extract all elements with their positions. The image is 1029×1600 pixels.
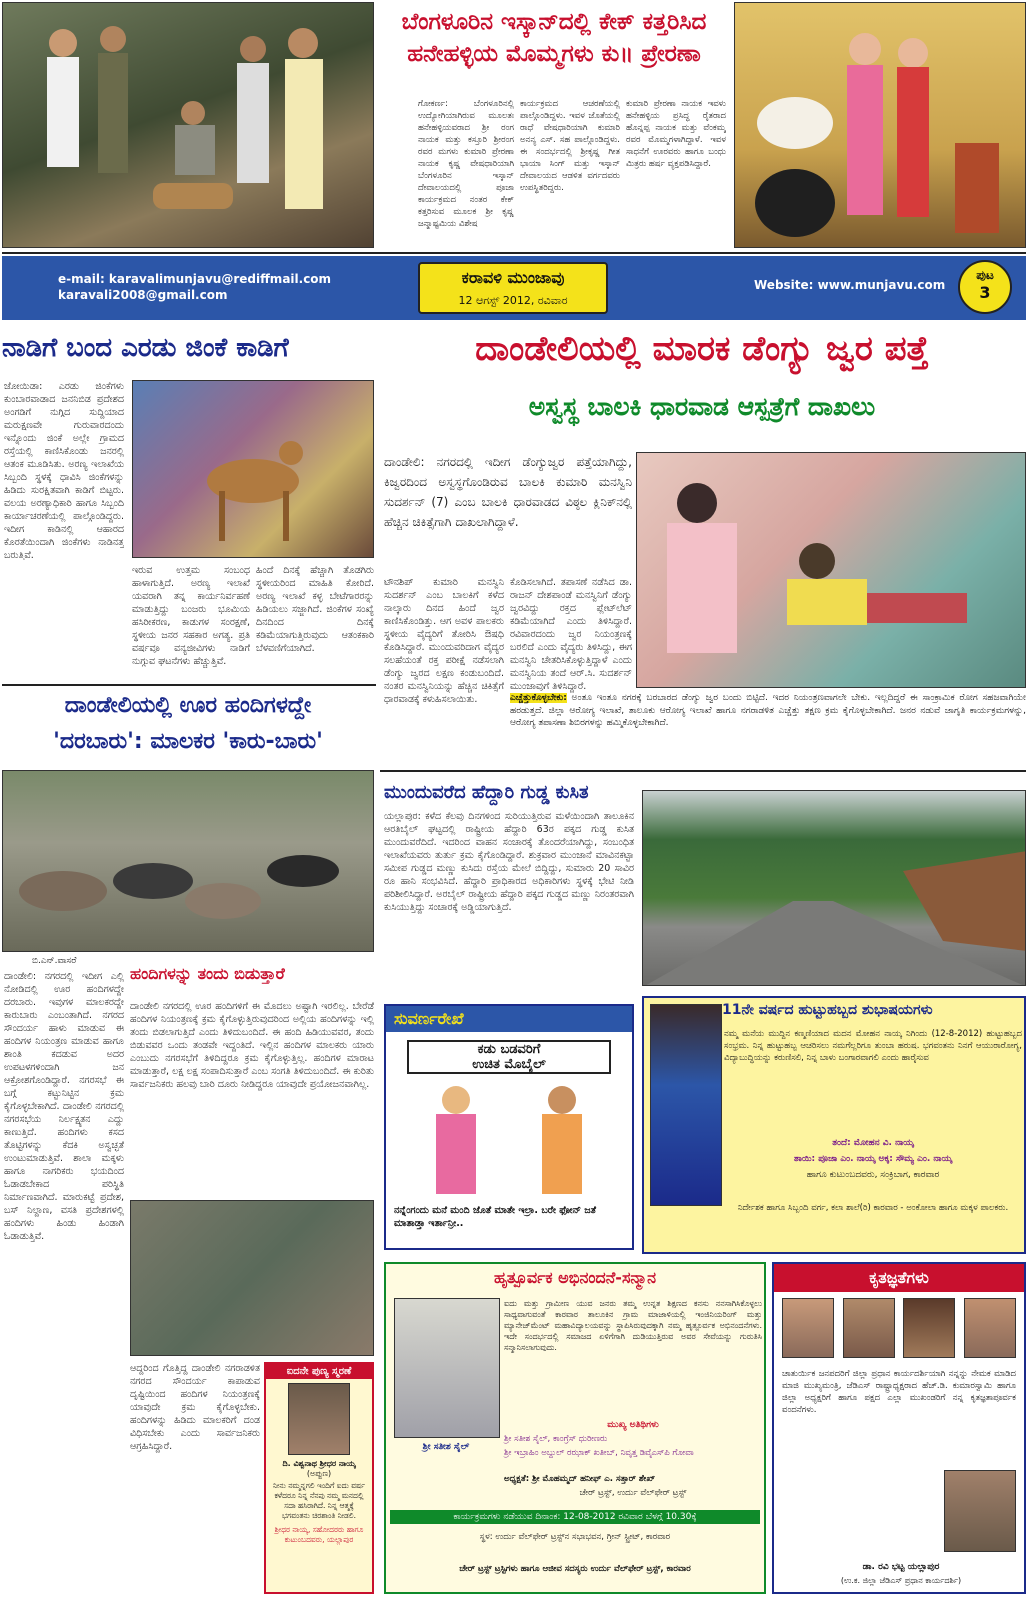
deer-text-a: ಜೋಯಿಡಾ: ಎರಡು ಜಿಂಕೆಗಳು ಕುಂಬಾರವಾಡಾದ ಜನನಿಬಿಡ ಪ್ರದೇಶದ ಅಂಗಡಿಗೆ ನುಗ್ಗಿದ ಸುದ್ದಿಯಾದ ಮರುಕ್ಷಣವೇ ಗುರುವಾರದಂದು ಇನ್ನೊಂದು ಜಿಂಕೆ ಅಲ್ಲೇ ಗ್ರಾಮದ ರಸ್ತೆಯಲ್ಲಿ ಕಾಣಿಸಿಕೊಂಡು ಜನರಲ್ಲಿ ಆತಂಕ ಮೂಡಿಸಿತು. ಅರಣ್ಯ ಇಲಾಖೆಯ ಸಿಬ್ಬಂದಿ ಸ್ಥಳಕ್ಕೆ ಧಾವಿಸಿ ಜಿಂಕೆಗಳನ್ನು ಹಿಡಿದು ಸುರಕ್ಷಿತವಾಗಿ ಕಾಡಿಗೆ ಬಿಟ್ಟರು. ವಲಯ ಅರಣ್ಯಾಧಿಕಾರಿ ಹಾಗೂ ಸಿಬ್ಬಂದಿ ಕಾರ್ಯಾಚರಣೆಯಲ್ಲಿ ಪಾಲ್ಗೊಂಡಿದ್ದರು. ಇದೀಗ ಕಾಡಿನಲ್ಲಿ ಆಹಾರದ ಕೊರತೆಯಿಂದಾಗಿ ಜಿಂಕೆಗಳು ನಾಡಿನತ್ತ ಬರುತ್ತಿವೆ. — [4, 381, 124, 560]
felicitation-title: ಹೃತ್ಪೂರ್ವಕ ಅಭಿನಂದನೆ-ಸನ್ಮಾನ — [493, 1268, 657, 1287]
felicitation-photo-name: ಶ್ರೀ ಸತೀಶ ಸೈಲ್ — [422, 1442, 470, 1452]
felicitation-ad — [384, 1262, 766, 1594]
top-story-headline-line2: ಹನೇಹಳ್ಳಿಯ ಮೊಮ್ಮಗಳು ಕು॥ ಪ್ರೇರಣಾ — [407, 41, 701, 67]
highway-photo — [642, 790, 1026, 986]
birthday-boy-photo — [650, 1004, 722, 1206]
pig-left-col: ದಾಂಡೇಲಿ: ನಗರದಲ್ಲಿ ಇದೀಗ ಎಲ್ಲಿ ನೋಡಿದಲ್ಲಿ ಊರ ಹಂದಿಗಳದ್ದೇ ದರಬಾರು. ಇವುಗಳ ಮಾಲಕರದ್ದೇ ಕಾರುಬಾರು ಎಂಬಂತಾಗಿದೆ. ನಗರದ ಸೌಂದರ್ಯ ಹಾಳು ಮಾಡುವ ಈ ಹಂದಿಗಳ ನಿಯಂತ್ರಣ ಮಾಡುವ ಹಾಗೂ ಶಾಂತಿ ಕದಡುವ ಅದರ ಉಪಟಳಗಳಿಂದಾಗಿ ಜನ ಆಕ್ರೋಶಗೊಂಡಿದ್ದಾರೆ. ನಗರಸಭೆ ಈ ಬಗ್ಗೆ ಕಟ್ಟುನಿಟ್ಟಿನ ಕ್ರಮ ಕೈಗೊಳ್ಳಬೇಕಾಗಿದೆ. ದಾಂಡೇಲಿ ನಗರದಲ್ಲಿ ನಗರಸಭೆಯ ನಿರ್ಲಕ್ಷ್ಯತನ ಎದ್ದು ಕಾಣುತ್ತಿದೆ. ಹಂದಿಗಳು ಕಸದ ತೊಟ್ಟಿಗಳನ್ನು ಕೆದಕಿ ಅಸ್ವಚ್ಛತೆ ಉಂಟುಮಾಡುತ್ತಿವೆ. ಶಾಲಾ ಮಕ್ಕಳು ಹಾಗೂ ನಾಗರಿಕರು ಭಯದಿಂದ ಓಡಾಡಬೇಕಾದ ಪರಿಸ್ಥಿತಿ ನಿರ್ಮಾಣವಾಗಿದೆ. ಮಾರುಕಟ್ಟೆ ಪ್ರದೇಶ, ಬಸ್ ನಿಲ್ದಾಣ, ವಸತಿ ಪ್ರದೇಶಗಳಲ್ಲಿ ಹಂದಿಗಳು ಹಿಂಡು ಹಿಂಡಾಗಿ ಓಡಾಡುತ್ತಿವೆ. — [4, 971, 124, 1242]
page-number: 3 — [979, 283, 991, 302]
dengue-col1: ಟೌನಶಿಪ್ ಕುಮಾರಿ ಮನಸ್ವಿನಿ ಸುದರ್ಶನ್ ಎಂಬ ಬಾಲಕಿಗೆ ಕಳೆದ ನಾಲ್ಕಾರು ದಿನದ ಹಿಂದೆ ಜ್ವರ ಕಾಣಿಸಿಕೊಂಡಿತ್ತು. ಆಗ ಅವಳ ಪಾಲಕರು ಸ್ಥಳೀಯ ವೈದ್ಯರಿಗೆ ತೋರಿಸಿ ಔಷಧಿ ಕೊಡಿಸಿದ್ದಾರೆ. ಮುಂದುವರಿದಾಗ ವೈದ್ಯರ ಸಲಹೆಯಂತೆ ರಕ್ತ ಪರೀಕ್ಷೆ ನಡೆಸಲಾಗಿ ಡೆಂಗ್ಯು ಜ್ವರದ ಲಕ್ಷಣ ಕಂಡುಬಂದಿದೆ. ನಂತರ ಮನಸ್ವಿನಿಯನ್ನು ಹೆಚ್ಚಿನ ಚಿಕಿತ್ಸೆಗೆ ಧಾರವಾಡಕ್ಕೆ ಕಳುಹಿಸಲಾಯಿತು. — [384, 577, 504, 705]
top-story — [378, 2, 730, 248]
deer-illustration — [133, 381, 374, 558]
page-label: ಪುಟ — [976, 268, 994, 282]
patient-illustration — [637, 453, 1026, 688]
birthday-ad — [642, 996, 1026, 1254]
cartoon-sign — [407, 1040, 611, 1074]
rule-pig — [2, 684, 376, 686]
crowd-illustration — [3, 3, 374, 248]
issue-date: 12 ಆಗಸ್ಟ್ 2012, ರವಿವಾರ — [458, 294, 568, 307]
felicitation-text: ಐದು ಮತ್ತು ಗ್ರಾಮೀಣ ಯುವ ಜನರು ತಮ್ಮ ಉನ್ನತ ಶಿಕ್ಷಣದ ಕನಸು ನನಸಾಗಿಸಿಕೊಳ್ಳಲು ಸಾಧ್ಯವಾಗುವಂತೆ ಕಾರವಾರ ತಾಲೂಕಿನ ಗ್ರಾಮ ಮಾಜಾಳಿಯಲ್ಲಿ ಇಂಜಿನಿಯರಿಂಗ್ ಮತ್ತು ಮ್ಯಾನೇಜ್‌ಮೆಂಟ್ ಮಹಾವಿದ್ಯಾಲಯವನ್ನು ಸ್ಥಾಪಿಸಿರುವುದಕ್ಕಾಗಿ ನಮ್ಮ ಹೃತ್ಪೂರ್ವಕ ಅಭಿನಂದನೆಗಳು. ಇದೇ ಸಂದರ್ಭದಲ್ಲಿ ಸಮಾಜದ ಏಳಿಗೆಗಾಗಿ ದುಡಿಯುತ್ತಿರುವ ಅವರ ಸೇವೆಯನ್ನು ಗುರುತಿಸಿ ಸನ್ಮಾನಿಸಲಾಗುವುದು. — [504, 1299, 762, 1352]
top-story-col2: ಕಾರ್ಯಕ್ರಮದ ಆಚರಣೆಯಲ್ಲಿ ಪಾಲ್ಗೊಂಡಿದ್ದಳು. ಇವಳ ಜೊತೆಯಲ್ಲಿ ರಾಧೆ ವೇಷಧಾರಿಯಾಗಿ ಕುಮಾರಿ ಅನನ್ಯ ಎಸ್. ಸಹ ಪಾಲ್ಗೊಂಡಿದ್ದಳು. ಈ ಸಂದರ್ಭದಲ್ಲಿ ಶ್ರೀಕೃಷ್ಣ ಗೀತ ಭಾಯಾ ಸಿಂಗ್ ಮತ್ತು ಇಸ್ಕಾನ್ ದೇವಾಲಯದ ಆಡಳಿತ ವರ್ಗದವರು ಉಪಸ್ಥಿತರಿದ್ದರು. — [520, 99, 620, 193]
paper-name: ಕರಾವಳಿ ಮುಂಜಾವು — [461, 268, 565, 287]
krishna-costume-photo — [734, 2, 1026, 248]
thanks-ad — [772, 1262, 1026, 1594]
pig-bottom-text: ಆದ್ದರಿಂದ ಗೊತ್ತಿದ್ದ ದಾಂಡೇಲಿ ನಗರಾಡಳಿತ ನಗರದ ಸೌಂದರ್ಯ ಕಾಪಾಡುವ ದೃಷ್ಟಿಯಿಂದ ಹಂದಿಗಳ ನಿಯಂತ್ರಣಕ್ಕೆ ಯಾವುದೇ ಕ್ರಮ ಕೈಗೊಳ್ಳಬೇಕು. ಹಂದಿಗಳನ್ನು ಹಿಡಿದು ಮಾಲಕರಿಗೆ ದಂಡ ವಿಧಿಸಬೇಕು ಎಂದು ಸಾರ್ವಜನಿಕರು ಆಗ್ರಹಿಸಿದ್ದಾರೆ. — [130, 1363, 260, 1452]
pigs-illustration — [3, 771, 374, 952]
thanks-text: ಚಾತುರ್ಯಿಕ ಜನಪದರಿಗೆ ಜಿಲ್ಲಾ ಪ್ರಧಾನ ಕಾರ್ಯದರ್ಶಿಯಾಗಿ ನನ್ನನ್ನು ನೇಮಕ ಮಾಡಿದ ಮಾಜಿ ಮುಖ್ಯಮಂತ್ರಿ, ಜೆಡಿಎಸ್ ರಾಷ್ಟ್ರಾಧ್ಯಕ್ಷರಾದ ಹೆಚ್.ಡಿ. ಕುಮಾರಸ್ವಾಮಿ ಹಾಗೂ ಜಿಲ್ಲಾ ಅಧ್ಯಕ್ಷರಿಗೆ ಹಾಗೂ ಪಕ್ಷದ ಎಲ್ಲಾ ಮುಖಂಡರಿಗೆ ನನ್ನ ಕೃತಜ್ಞತಾಪೂರ್ವಕ ವಂದನೆಗಳು. — [782, 1369, 1016, 1415]
dengue-alert-box — [510, 692, 1026, 762]
memorial-title: ಐದನೇ ಪುಣ್ಯ ಸ್ಮರಣೆ — [266, 1364, 372, 1379]
krishna-illustration — [735, 3, 1026, 248]
thanks-photo-4 — [964, 1298, 1016, 1358]
cartoon-box — [384, 1004, 634, 1250]
memorial-box — [264, 1362, 374, 1594]
dengue-alert-text: ಅಂತೂ ಇಂತೂ ನಗರಕ್ಕೆ ಬರಬಾರದ ಡೆಂಗ್ಯು ಜ್ವರ ಬಂದು ಬಿಟ್ಟಿದೆ. ಇದರ ನಿಯಂತ್ರಣವಾಗಲೇ ಬೇಕು. ಇಲ್ಲದಿದ್ದರೆ ಈ ಸಾಂಕ್ರಾಮಿಕ ರೋಗ ಸಹಜವಾಗಿಯೇ ಹರಡುತ್ತದೆ. ಜಿಲ್ಲಾ ಆರೋಗ್ಯ ಇಲಾಖೆ, ತಾಲೂಕು ಆರೋಗ್ಯ ಇಲಾಖೆ ಹಾಗೂ ನಗರಾಡಳಿತ ಎಚ್ಚೆತ್ತು ತಕ್ಷಣ ಕ್ರಮ ಕೈಗೊಳ್ಳಬೇಕಾಗಿದೆ. ಜನರ ನಡುವೆ ಜಾಗೃತಿ ಕಾರ್ಯಕ್ರಮಗಳನ್ನು, ಆರೋಗ್ಯ ತಪಾಸಣಾ ಶಿಬಿರಗಳನ್ನು ಹಮ್ಮಿಕೊಳ್ಳಬೇಕಾಗಿದೆ. — [510, 693, 1026, 728]
dengue-patient-photo — [636, 452, 1026, 688]
dengue-col2: ಕೊಡಿಸಲಾಗಿದೆ. ತಪಾಸಣೆ ನಡೆಸಿದ ಡಾ. ರಾಜನ್ ದೇಶಪಾಂಡೆ ಮನಸ್ವಿನಿಗೆ ಡೆಂಗ್ಯು ಜ್ವರವಿದ್ದು ರಕ್ತದ ಪ್ಲೇಟ್‌ಲೆಟ್ ಕಡಿಮೆಯಾಗಿದೆ ಎಂದು ತಿಳಿಸಿದ್ದಾರೆ. ರವಿವಾರದಂದು ಜ್ವರ ನಿಯಂತ್ರಣಕ್ಕೆ ಬರಲಿದೆ ಎಂದು ವೈದ್ಯರು ತಿಳಿಸಿದ್ದು, ಈಗ ಮನಸ್ವಿನಿ ಚೇತರಿಸಿಕೊಳ್ಳುತ್ತಿದ್ದಾಳೆ ಎಂದು ಮನಸ್ವಿನಿಯ ತಂದೆ ಆರ್.ಸಿ. ಸುದರ್ಶನ್ ಮುಂಜಾವುಗೆ ತಿಳಿಸಿದ್ದಾರೆ. — [510, 577, 632, 692]
dengue-subheadline: ಅಸ್ವಸ್ಥ ಬಾಲಕಿ ಧಾರವಾಡ ಆಸ್ಪತ್ರೆಗೆ ದಾಖಲು — [528, 392, 876, 421]
birthday-family: ಹಾಗೂ ಕುಟುಂಬದವರು, ಸಂಕ್ರಿಬಾಗ, ಕಾರವಾರ — [806, 1170, 940, 1180]
top-story-col3: ಕುಮಾರಿ ಪ್ರೇರಣಾ ನಾಯಕ ಇವಳು ಹನೇಹಳ್ಳಿಯ ಪ್ರಸಿದ್ಧ ರೈತರಾದ ಹೊನ್ನಪ್ಪ ನಾಯಕ ಮತ್ತು ವೆಂಕಮ್ಮ ರವರ ಮೊಮ್ಮಗಳಾಗಿದ್ದಾಳೆ. ಇವಳ ಸಾಧನೆಗೆ ಊರವರು ಹಾಗೂ ಬಂಧು ಮಿತ್ರರು ಹರ್ಷ ವ್ಯಕ್ತಪಡಿಸಿದ್ದಾರೆ. — [626, 99, 726, 169]
felicitation-guest2: ಶ್ರೀ ಇಬ್ರಾಹಿಂ ಅಬ್ದುಲ್ ರಝಾಕ್ ಖತೀಬ್, ನಿವೃತ್ತ ಡಿವೈಎಸ್‌ಪಿ ಗೋವಾ — [504, 1448, 694, 1458]
memorial-photo — [288, 1383, 350, 1455]
highway-illustration — [643, 791, 1026, 986]
thanks-title: ಕೃತಜ್ಞತೆಗಳು — [774, 1264, 1024, 1292]
paper-nameplate — [418, 262, 608, 314]
felicitation-guests-title: ಮುಖ್ಯ ಅತಿಥಿಗಳು — [607, 1420, 659, 1430]
masthead-band — [2, 256, 1026, 320]
felicitation-event: ಕಾರ್ಯಕ್ರಮಗಳು ನಡೆಯುವ ದಿನಾಂಕ: 12-08-2012 ರವಿವಾರ ಬೆಳಗ್ಗೆ 10.30ಕ್ಕೆ — [390, 1510, 760, 1524]
deer-crowd-photo — [2, 2, 374, 248]
birthday-text: ನಮ್ಮ ಮನೆಯ ಮುದ್ದಿನ ಕಣ್ಮಣಿಯಾದ ಮದನ ಮೋಹನ ನಾಯ್ಕ ನಿಗಿಂದು (12-8-2012) ಹುಟ್ಟುಹಬ್ಬದ ಸಂಭ್ರಮ. ನಿನ್ನ ಹುಟ್ಟುಹಬ್ಬ ಆಚರಿಸಲು ನಮಗೆಲ್ಲರಿಗೂ ತುಂಬಾ ಹರುಷ. ಭಗವಂತನು ನಿನಗೆ ಆಯುರಾರೋಗ್ಯ, ವಿದ್ಯಾಬುದ್ಧಿಯನ್ನು ಕರುಣಿಸಲಿ, ನಿನ್ನ ಬಾಳು ಬಂಗಾರವಾಗಲಿ ಎಂದು ಹಾರೈಸುವ — [724, 1029, 1022, 1063]
birthday-footer: ನಿರ್ದೇಶಕ ಹಾಗೂ ಸಿಬ್ಬಂದಿ ವರ್ಗ, ಕಲಾ ಶಾಲೆ(ರಿ) ಕಾರವಾರ - ಅಂಕೋಲಾ ಹಾಗೂ ಮಕ್ಕಳ ಪಾಲಕರು. — [737, 1203, 1009, 1213]
thanks-photo-1 — [782, 1298, 834, 1358]
birthday-mother: ತಾಯಿ: ಪೂಜಾ ಎಂ. ನಾಯ್ಕ ಅಕ್ಕ: ಸೌಮ್ಯ ಎಂ. ನಾಯ್ಕ — [793, 1154, 953, 1164]
pig-headline-2: 'ದರಬಾರು': ಮಾಲಕರ 'ಕಾರು-ಬಾರು' — [53, 729, 323, 754]
masthead-email-2: karavali2008@gmail.com — [58, 288, 228, 302]
memorial-name: ದಿ. ವಿಶ್ವನಾಥ ಶ್ರೀಧರ ನಾಯ್ಕ — [282, 1459, 356, 1468]
cartoon-title: ಸುವರ್ಣರೇಖೆ — [386, 1006, 632, 1032]
pig-main-text: ದಾಂಡೇಲಿ ನಗರದಲ್ಲಿ ಊರ ಹಂದಿಗಳಿಗೆ ಈ ಮೊದಲು ಅಷ್ಟಾಗಿ ಇರಲಿಲ್ಲ. ಬೇರೆಡೆ ಹಂದಿಗಳ ನಿಯಂತ್ರಣಕ್ಕೆ ಕ್ರಮ ಕೈಗೊಳ್ಳುತ್ತಿರುವುದರಿಂದ ಅಲ್ಲಿಯ ಹಂದಿಗಳನ್ನು ಇಲ್ಲಿ ತಂದು ಬಿಡಲಾಗುತ್ತಿದೆ ಎಂದು ತಿಳಿದುಬಂದಿದೆ. ಈ ಹಂದಿ ಹಿಡಿಯುವವರ, ತಂದು ಬಿಡುವವರ ಒಂದು ತಂಡವೇ ಇದ್ದಂತಿದೆ. ಇಲ್ಲಿನ ಹಂದಿಗಳ ಮಾಲಕರು ಯಾರು ಎಂಬುದು ನಗರಸಭೆಗೆ ತಿಳಿದಿದ್ದರೂ ಕ್ರಮ ಕೈಗೊಳ್ಳುತ್ತಿಲ್ಲ. ಹಂದಿಗಳ ಮಾರಾಟ ಮಾಡುತ್ತಾರೆ, ಲಕ್ಷ ಲಕ್ಷ ಸಂಪಾದಿಸುತ್ತಾರೆ ಎಂಬ ಸಂಗತಿ ತಿಳಿದುಬಂದಿದೆ. ಈ ಕುರಿತು ಸಾರ್ವಜನಿಕರು ಹಲವು ಬಾರಿ ದೂರು ನೀಡಿದ್ದರೂ ಯಾವುದೇ ಪ್ರಯೋಜನವಾಗಿಲ್ಲ. — [130, 1001, 374, 1090]
top-story-headline-line1: ಬೆಂಗಳೂರಿನ ಇಸ್ಕಾನ್‌ದಲ್ಲಿ ಕೇಕ್ ಕತ್ತರಿಸಿದ — [401, 9, 707, 35]
deer-text-b: ಇರುವ ಉತ್ತಮ ಸಂಬಂಧ ಹಾಳಾಗುತ್ತಿದೆ. ಅರಣ್ಯ ಇಲಾಖೆ ಯವರಾಗಿ ತನ್ನ ಕಾರ್ಯನಿರ್ವಹಣೆ ಮಾಡುತ್ತಿದ್ದು ಬಂಜರು ಭೂಮಿಯ ಹಸಿರೀಕರಣ, ಕಾಡುಗಳ ಸಂರಕ್ಷಣೆ, ಸ್ಥಳೀಯ ಜನರ ಸಹಕಾರ ಅಗತ್ಯ. ಪ್ರತಿ ವರ್ಷವೂ ವನ್ಯಜೀವಿಗಳು ನಾಡಿಗೆ ನುಗ್ಗುವ ಘಟನೆಗಳು ಹೆಚ್ಚುತ್ತಿವೆ. — [132, 565, 250, 667]
deer-shop-photo — [132, 380, 374, 558]
memorial-alias: (ಅಪ್ಪುಣ) — [306, 1469, 332, 1478]
rule-top — [2, 252, 1026, 254]
birthday-title: 11ನೇ ವರ್ಷದ ಹುಟ್ಟುಹಬ್ಬದ ಶುಭಾಷಯಗಳು — [722, 1002, 933, 1018]
rule-landslide — [380, 770, 1026, 772]
thanks-signer-role: (ಉ.ಕ. ಜಿಲ್ಲಾ ಜೆಡಿಎಸ್ ಪ್ರಧಾನ ಕಾರ್ಯದರ್ಶಿ) — [840, 1576, 962, 1585]
birthday-father: ತಂದೆ: ಮೋಹನ ವಿ. ನಾಯ್ಕ — [832, 1138, 914, 1148]
felicitation-photo — [394, 1298, 500, 1438]
thanks-signer-photo — [944, 1470, 1016, 1552]
felicitation-venue: ಸ್ಥಳ: ಉರ್ದು ವೆಲ್‌ಫೇರ್ ಟ್ರಸ್ಟ್‌ನ ಸಭಾಭವನ, ಗ್ರೀನ್ ಸ್ಟ್ರೀಟ್, ಕಾರವಾರ — [479, 1532, 671, 1542]
cartoon-sign-line2: ಉಚಿತ ಮೊಬೈಲ್ — [472, 1057, 546, 1072]
thanks-signer: ಡಾ. ರವಿ ಭಟ್ಟ ಯಲ್ಲಾಪುರ — [862, 1562, 940, 1572]
pig-subhead: ಹಂದಿಗಳನ್ನು ತಂದು ಬಿಡುತ್ತಾರೆ — [130, 964, 285, 983]
memorial-family: ಶ್ರೀಧರ ನಾಯ್ಕ, ಸಹೋದರರು ಹಾಗೂ ಕುಟುಂಬದವರು, ಯಲ್ಲಾಪುರ — [274, 1525, 364, 1544]
memorial-text: ನೀನು ನಮ್ಮನ್ನಗಲಿ ಇಂದಿಗೆ ಐದು ವರ್ಷ ಕಳೆದರೂ ನಿನ್ನ ನೆನಪು ನಮ್ಮ ಮನದಲ್ಲಿ ಸದಾ ಹಸಿರಾಗಿದೆ. ನಿನ್ನ ಆತ್ಮಕ್ಕೆ ಭಗವಂತನು ಚಿರಶಾಂತಿ ನೀಡಲಿ. — [272, 1481, 366, 1520]
page-number-badge — [958, 260, 1012, 314]
felicitation-president: ಅಧ್ಯಕ್ಷತೆ: ಶ್ರೀ ಮೊಹಮ್ಮದ್ ಹನೀಫ್ ಎ. ಸತ್ತಾರ್ ಶೇಖ್ — [504, 1474, 656, 1484]
pigs-photo — [2, 770, 374, 952]
pig-byline: ಬಿ.ಎನ್.ವಾಸರೆ — [32, 956, 77, 966]
landslide-text: ಯಲ್ಲಾಪುರ: ಕಳೆದ ಕೆಲವು ದಿನಗಳಿಂದ ಸುರಿಯುತ್ತಿರುವ ಮಳೆಯಿಂದಾಗಿ ತಾಲೂಕಿನ ಆರತಿಬೈಲ್ ಘಟ್ಟದಲ್ಲಿ ರಾಷ್ಟ್ರೀಯ ಹೆದ್ದಾರಿ 63ರ ಪಕ್ಕದ ಗುಡ್ಡ ಕುಸಿತ ಮುಂದುವರೆದಿದೆ. ಇದರಿಂದ ವಾಹನ ಸಂಚಾರಕ್ಕೆ ತೊಂದರೆಯಾಗಿದ್ದು, ಸಂಬಂಧಿತ ಇಲಾಖೆಯವರು ತುರ್ತು ಕ್ರಮ ಕೈಗೊಂಡಿದ್ದಾರೆ. ಶುಕ್ರವಾರ ಮುಂಜಾನೆ ಮಾವಿನಕಟ್ಟಾ ಸಮೀಪ ಗುಡ್ಡದ ಮಣ್ಣು ಕುಸಿದು ರಸ್ತೆಯ ಮೇಲೆ ಬಿದ್ದಿದ್ದು, ಸುಮಾರು 20 ಸಾವಿರ ರೂ ಹಾನಿ ಸಂಭವಿಸಿದೆ. ಹೆದ್ದಾರಿ ಪ್ರಾಧಿಕಾರದ ಅಧಿಕಾರಿಗಳು ಸ್ಥಳಕ್ಕೆ ಭೇಟಿ ನೀಡಿ ಪರಿಶೀಲಿಸಿದ್ದಾರೆ. ಅರಬೈಲ್ ರಾಷ್ಟ್ರೀಯ ಹೆದ್ದಾರಿ ಪಕ್ಕದ ಗುಡ್ಡದ ಮಣ್ಣು ನಿರಂತರವಾಗಿ ಕುಸಿಯುತ್ತಿದ್ದು ಸಂಚಾರಕ್ಕೆ ಅಡ್ಡಿಯಾಗುತ್ತಿದೆ. — [384, 811, 634, 913]
felicitation-footer: ಚೇರ್ ಟ್ರಸ್ಟ್ ಟ್ರಸ್ಟಿಗಳು ಹಾಗೂ ಆಜೀವ ಸದಸ್ಯರು ಉರ್ದು ವೆಲ್‌ಫೇರ್ ಟ್ರಸ್ಟ್, ಕಾರವಾರ — [459, 1564, 691, 1574]
thanks-photo-row — [774, 1292, 1024, 1364]
dengue-lead: ದಾಂಡೇಲಿ: ನಗರದಲ್ಲಿ ಇದೀಗ ಡೆಂಗ್ಯುಜ್ವರ ಪತ್ತೆಯಾಗಿದ್ದು, ಕಿಜ್ವರದಿಂದ ಅಸ್ವಸ್ಥಗೊಂಡಿರುವ ಬಾಲಕಿ ಕುಮಾರಿ ಮನಸ್ವಿನಿ ಸುದರ್ಶನ್ (7) ಎಂಬ ಬಾಲಕಿ ಧಾರವಾಡದ ವಿಠ್ಠಲ ಕ್ಲಿನಿಕ್‌ನಲ್ಲಿ ಹೆಚ್ಚಿನ ಚಿಕಿತ್ಸೆಗಾಗಿ ದಾಖಲಾಗಿದ್ದಾಳೆ. — [384, 455, 632, 529]
deer-headline: ನಾಡಿಗೆ ಬಂದ ಎರಡು ಜಿಂಕೆ ಕಾಡಿಗೆ — [2, 333, 289, 363]
landslide-headline: ಮುಂದುವರೆದ ಹೆದ್ದಾರಿ ಗುಡ್ಡ ಕುಸಿತ — [384, 782, 589, 803]
thanks-photo-2 — [843, 1298, 895, 1358]
masthead-email-1: e-mail: karavalimunjavu@rediffmail.com — [58, 272, 332, 286]
pig-headline-1: ದಾಂಡೇಲಿಯಲ್ಲಿ ಊರ ಹಂದಿಗಳದ್ದೇ — [64, 693, 312, 718]
deer-text-c: ಹಿಂದೆ ದಿನಕ್ಕೆ ಹೆಚ್ಚಾಗಿ ತೊಡಗಿರು ಸ್ಥಳೀಯರಿಂದ ಮಾಹಿತಿ ಕೋರಿದೆ. ಅರಣ್ಯ ಇಲಾಖೆ ಕಳ್ಳ ಬೇಟೆಗಾರರನ್ನು ಹಿಡಿಯಲು ಸಜ್ಜಾಗಿದೆ. ಜಿಂಕೆಗಳ ಸಂಖ್ಯೆ ದಿನದಿಂದ ದಿನಕ್ಕೆ ಕಡಿಮೆಯಾಗುತ್ತಿರುವುದು ಆತಂಕಕಾರಿ ಬೆಳವಣಿಗೆಯಾಗಿದೆ. — [256, 565, 374, 654]
cartoon-illustration — [386, 1074, 632, 1200]
cartoon-caption: ನನ್ನೆಂಗಂದು ಮನೆ ಮಂದಿ ಜೊತೆ ಮಾತೇ ಇಲ್ರಾ. ಬರೇ ಫೋನ್ ಜತೆ ಮಾತಾಡ್ತಾ ಇರ್ತಾನ್ರೀ.. — [394, 1205, 597, 1229]
felicitation-president-role: ಚೇರ್ ಟ್ರಸ್ಟ್, ಉರ್ದು ವೆಲ್‌ಫೇರ್ ಟ್ರಸ್ಟ್ — [579, 1488, 687, 1498]
dengue-headline: ದಾಂಡೇಲಿಯಲ್ಲಿ ಮಾರಕ ಡೆಂಗ್ಯು ಜ್ವರ ಪತ್ತೆ — [475, 329, 929, 369]
top-story-col1: ಗೋಕರ್ಣ: ಬೆಂಗಳೂರಿನಲ್ಲಿ ಉದ್ಯೋಗಿಯಾಗಿರುವ ಮೂಲತಃ ಹನೇಹಳ್ಳಿಯವರಾದ ಶ್ರೀ ರಂಗ ನಾಯಕ ಮತ್ತು ಕಸ್ತೂರಿ ಶ್ರೀರಂಗ ರವರ ಮಗಳು ಕುಮಾರಿ ಪ್ರೇರಣಾ ನಾಯಕ ಕೃಷ್ಣ ವೇಷಧಾರಿಯಾಗಿ ಬೆಂಗಳೂರಿನ ಇಸ್ಕಾನ್ ದೇವಾಲಯದಲ್ಲಿ ಪೂಜಾ ಕಾರ್ಯಕ್ರಮದ ನಂತರ ಕೇಕ್ ಕತ್ತರಿಸುವ ಮೂಲಕ ಶ್ರೀ ಕೃಷ್ಣ ಜನ್ಮಾಷ್ಟಮಿಯ ವಿಶೇಷ — [418, 99, 514, 229]
cartoon-sign-line1: ಕಡು ಬಡವರಿಗೆ — [477, 1042, 541, 1057]
dengue-alert-label: ಎಚ್ಚೆತ್ತುಕೊಳ್ಳಬೇಕು: — [510, 693, 567, 703]
masthead-website: Website: www.munjavu.com — [754, 278, 946, 292]
felicitation-guest1: ಶ್ರೀ ಸತೀಶ ಸೈಲ್, ಕಾಂಗ್ರೆಸ್ ಧುರೀಣರು — [504, 1434, 608, 1444]
pigs-drain-photo — [130, 1200, 374, 1356]
thanks-photo-3 — [903, 1298, 955, 1358]
